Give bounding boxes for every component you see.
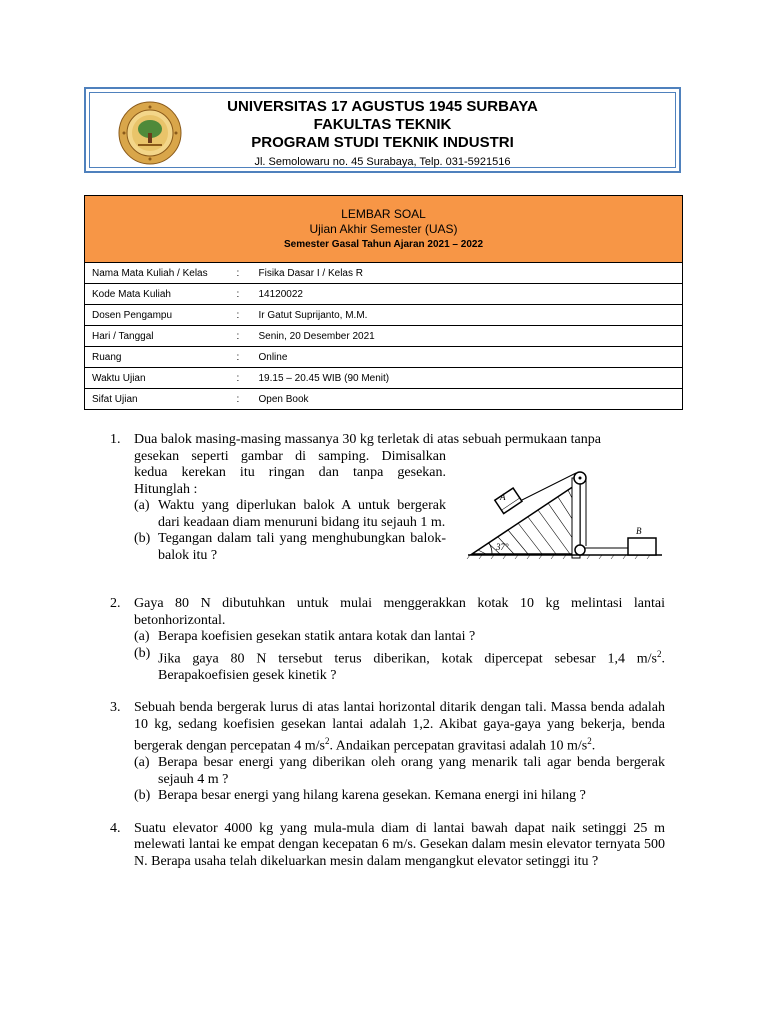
part-label: (b) bbox=[134, 645, 151, 661]
question-4 bbox=[110, 821, 665, 871]
info-row bbox=[85, 284, 683, 305]
info-separator: : bbox=[230, 284, 252, 305]
exam-info-table bbox=[84, 195, 683, 410]
question-2-part-a bbox=[134, 629, 665, 646]
top-pulley-axle bbox=[579, 477, 582, 480]
faculty-name: FAKULTAS TEKNIK bbox=[313, 116, 452, 133]
question-3 bbox=[110, 700, 665, 805]
info-row bbox=[85, 326, 683, 347]
question-3-text-1: Sebuah benda bergerak lurus di atas lantai horizontal ditarik dengan tali. Massa benda adalah 10 kg, sedang koefisien gesekan lantai adalah 1,2. Akibat gaya-gaya yang bekerja, benda bergerak dengan percepatan 4 m/s bbox=[134, 700, 665, 754]
part-label: (a) bbox=[134, 498, 150, 513]
info-row bbox=[85, 368, 683, 389]
question-2 bbox=[110, 596, 665, 684]
info-row bbox=[85, 263, 683, 284]
question-number: 2. bbox=[110, 596, 121, 611]
question-number: 3. bbox=[110, 700, 121, 716]
info-value: Online bbox=[252, 347, 683, 368]
info-separator: : bbox=[230, 326, 252, 347]
block-b bbox=[628, 538, 656, 555]
part-text: . Berapakoefisien gesek kinetik ? bbox=[158, 651, 665, 683]
info-separator: : bbox=[230, 305, 252, 326]
incline-pulley-diagram bbox=[466, 462, 664, 588]
part-label: (a) bbox=[134, 755, 150, 771]
question-number: 4. bbox=[110, 820, 121, 836]
info-value: Ir Gatut Suprijanto, M.M. bbox=[252, 305, 683, 326]
question-4-text: Suatu elevator 4000 kg yang mula-mula diam di lantai bawah dapat naik setinggi 25 m melewati lantai ke empat dengan kecepatan 6 m/s. Gesekan dalam mesin elevator ternyata 500 N. Berapa usaha telah dikeluarkan mesin dalam mengangkut elevator setinggi itu ? bbox=[134, 820, 665, 869]
info-label: Dosen Pengampu bbox=[85, 305, 230, 326]
bottom-pulley bbox=[575, 545, 585, 555]
info-label: Sifat Ujian bbox=[85, 389, 230, 410]
info-row bbox=[85, 347, 683, 368]
info-value: Open Book bbox=[252, 389, 683, 410]
question-3-part-a bbox=[134, 755, 665, 788]
university-name: UNIVERSITAS 17 AGUSTUS 1945 SURBAYA bbox=[227, 98, 538, 115]
letterhead-inner-border bbox=[89, 92, 676, 168]
banner-semester: Semester Gasal Tahun Ajaran 2021 – 2022 bbox=[284, 238, 483, 250]
banner-exam: Ujian Akhir Semester (UAS) bbox=[309, 221, 458, 236]
question-3-text bbox=[134, 700, 665, 755]
question-3-text-2: . Andaikan percepatan gravitasi adalah 10 m/s bbox=[329, 738, 588, 754]
part-text: Jika gaya 80 N tersebut terus diberikan, kotak dipercepat sebesar 1,4 m/s bbox=[158, 651, 657, 667]
address: Jl. Semolowaru no. 45 Surabaya, Telp. 031-5921516 bbox=[254, 156, 511, 168]
part-text: Berapa koefisien gesekan statik antara kotak dan lantai ? bbox=[158, 629, 476, 644]
info-value: Senin, 20 Desember 2021 bbox=[252, 326, 683, 347]
question-1-line-4: Hitunglah : bbox=[134, 481, 198, 497]
info-separator: : bbox=[230, 389, 252, 410]
info-row bbox=[85, 305, 683, 326]
info-value: Fisika Dasar I / Kelas R bbox=[252, 263, 683, 284]
info-label: Waktu Ujian bbox=[85, 368, 230, 389]
exam-banner bbox=[85, 196, 683, 263]
banner-title: LEMBAR SOAL bbox=[341, 206, 426, 221]
info-separator: : bbox=[230, 368, 252, 389]
superscript: 2 bbox=[325, 736, 330, 747]
question-2-part-b bbox=[134, 646, 665, 685]
program-name: PROGRAM STUDI TEKNIK INDUSTRI bbox=[251, 134, 514, 151]
info-label: Kode Mata Kuliah bbox=[85, 284, 230, 305]
part-text: Berapa besar energi yang diberikan oleh orang yang menarik tali agar benda bergerak sejauh 4 m ? bbox=[158, 755, 665, 787]
letterhead bbox=[84, 87, 681, 173]
question-3-text-3: . bbox=[591, 738, 596, 754]
part-text: Tegangan dalam tali yang menghubungkan balok-balok itu ? bbox=[158, 531, 446, 563]
info-value: 14120022 bbox=[252, 284, 683, 305]
block-b-label: B bbox=[636, 526, 642, 536]
question-2-text: Gaya 80 N dibutuhkan untuk mulai menggerakkan kotak 10 kg melintasi lantai betonhorizontal. bbox=[134, 596, 665, 628]
part-label: (b) bbox=[134, 788, 151, 804]
info-separator: : bbox=[230, 347, 252, 368]
info-separator: : bbox=[230, 263, 252, 284]
angle-label: 37° bbox=[496, 542, 509, 552]
part-label: (a) bbox=[134, 629, 150, 644]
part-text: Waktu yang diperlukan balok A untuk bergerak dari keadaan diam menuruni bidang itu sejauh 1 m. bbox=[158, 498, 446, 530]
question-number: 1. bbox=[110, 432, 121, 447]
superscript: 2 bbox=[657, 648, 662, 659]
block-a-label: A bbox=[500, 492, 506, 502]
question-1-part-a bbox=[134, 498, 446, 531]
block-a bbox=[495, 488, 522, 514]
superscript: 2 bbox=[587, 736, 592, 747]
part-label: (b) bbox=[134, 531, 151, 546]
question-1-part-b bbox=[134, 531, 446, 564]
question-1-line-1: Dua balok masing-masing massanya 30 kg terletak di atas sebuah permukaan tanpa bbox=[134, 432, 601, 447]
info-label: Hari / Tanggal bbox=[85, 326, 230, 347]
info-label: Nama Mata Kuliah / Kelas bbox=[85, 263, 230, 284]
info-row bbox=[85, 389, 683, 410]
info-value: 19.15 – 20.45 WIB (90 Menit) bbox=[252, 368, 683, 389]
info-label: Ruang bbox=[85, 347, 230, 368]
question-1-line-2: gesekan seperti gambar di samping. Dimisalkan bbox=[134, 448, 446, 464]
part-text: Berapa besar energi yang hilang karena gesekan. Kemana energi ini hilang ? bbox=[158, 788, 586, 804]
question-3-part-b bbox=[134, 788, 665, 805]
question-1-line-3: kedua kerekan itu ringan dan tanpa gesekan. bbox=[134, 465, 446, 480]
